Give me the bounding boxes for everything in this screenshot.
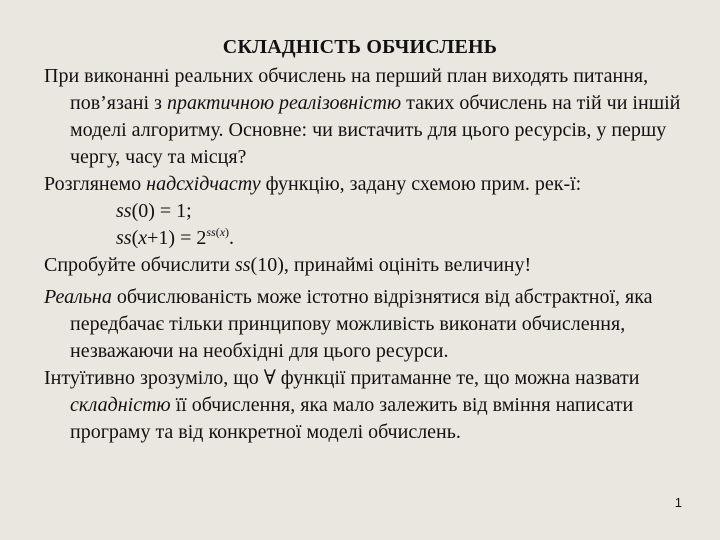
text: При виконанні реальних обчислень на перший план виходять питання, пов’язані з <box>44 65 649 114</box>
slide-body <box>44 63 694 446</box>
formula-text: ( <box>131 227 139 249</box>
function-name: ss <box>116 200 132 222</box>
emphasis-term: складністю <box>70 394 171 416</box>
variable: x <box>219 225 226 239</box>
formula-text: ) <box>225 225 230 239</box>
text: функції притаманне те, що можна назвати <box>275 367 640 389</box>
formula-text: . <box>229 227 235 249</box>
formula-text: (0) = 1; <box>131 200 192 222</box>
text: Інтуїтивно зрозуміло, що <box>44 367 264 389</box>
emphasis-term: практичною реалізовністю <box>166 92 402 114</box>
text: Спробуйте обчислити <box>44 254 235 276</box>
formula-base-case <box>44 198 694 225</box>
text: обчислюваність може істотно відрізнятися від абстрактної, яка передбачає тільки принципову можливість виконати обчислення, незважаючи на необхідні для цього ресурси. <box>70 286 653 362</box>
variable: x <box>138 227 148 249</box>
text: (10), принаймі оцініть величину! <box>250 254 532 276</box>
formula-recursive-case <box>44 225 694 252</box>
function-name: ss <box>206 225 216 239</box>
paragraph-function-intro <box>44 171 694 198</box>
text: її обчислення, яка мало залежить від вміння написати програму та від конкретної моделі обчислень. <box>70 394 634 443</box>
paragraph-complexity <box>44 365 694 446</box>
exponent <box>206 225 229 239</box>
slide-title: СКЛАДНІСТЬ ОБЧИСЛЕНЬ <box>222 36 498 58</box>
formula-text: +1) = 2 <box>147 227 207 249</box>
function-name: ss <box>116 227 132 249</box>
emphasis-term: надсхідчасту <box>146 173 261 195</box>
function-name: ss <box>234 254 251 276</box>
emphasis-term: Реальна <box>44 286 112 308</box>
text: Розглянемо <box>44 173 147 195</box>
text: таких обчислень на тій чи іншій моделі алгоритму. Основне: чи вистачить для цього ресурсів, у першу чергу, часу та місця? <box>70 92 681 168</box>
paragraph-try-compute <box>44 252 694 279</box>
paragraph-real-computability <box>44 284 694 365</box>
text: функцію, задану схемою прим. рек-ї: <box>260 173 582 195</box>
paragraph-practical-realizability <box>44 63 694 171</box>
formula-text: ( <box>215 225 220 239</box>
forall-symbol: ∀ <box>263 367 276 389</box>
page-number: 1 <box>674 495 682 510</box>
